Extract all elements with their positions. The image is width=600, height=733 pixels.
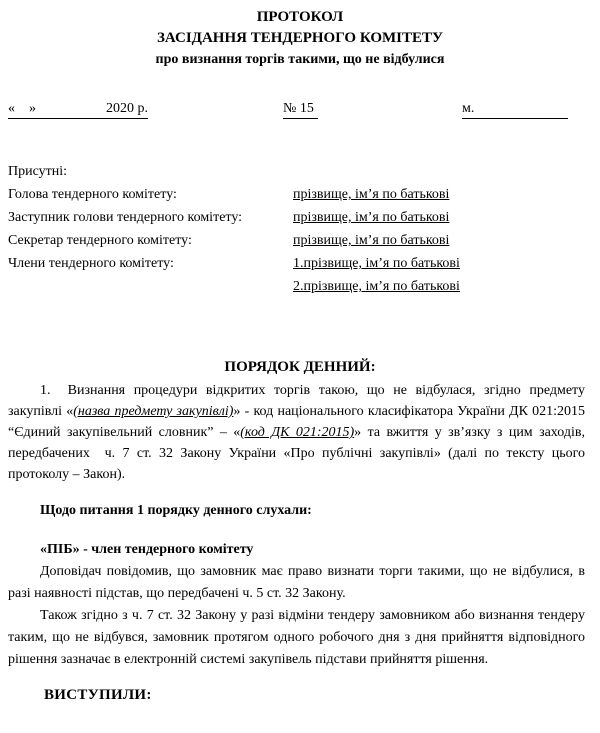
date-year: 2020 р. [106,101,148,116]
agenda-item-1-text: » - код національного класифікатора України ДК 021:2015 “Єдиний закупівельний словник” – « [8,404,585,440]
attendee-value: 2.прізвище, ім’я по батькові [293,279,460,294]
speeches-heading: ВИСТУПИЛИ: [44,687,152,703]
attendee-label: Члени тендерного комітету: [8,256,174,271]
attendees-section [0,164,600,302]
dk-code-placeholder: (код ДК 021:2015) [240,425,355,440]
speaker-line: «ПІБ» - член тендерного комітету [40,542,254,557]
city-prefix: м. [462,101,475,116]
agenda-item-1 [8,380,585,485]
document-title-line-1: ПРОТОКОЛ [256,9,344,25]
agenda-heading: ПОРЯДОК ДЕННИЙ: [224,359,376,375]
document-title-block [0,0,600,71]
attendees-heading-row [0,164,600,187]
agenda-item-1-text: 1. Визнання процедури відкритих торгів такою, що не відбулася, згідно предмету закупівлі « [8,383,585,419]
city-field [462,101,568,119]
attendee-label: Секретар тендерного комітету: [8,233,192,248]
attendees-heading: Присутні: [8,164,68,179]
agenda-item-1-text: » та вжиття у зв’язку з цим заходів, передбачених ч. 7 ст. 32 Закону України «Про публічні закупівлі» (далі по тексту цього протоколу – Закон). [8,425,585,482]
document-number-field: № 15 [283,101,318,119]
attendee-row [0,210,600,233]
attendee-value: прізвище, ім’я по батькові [293,210,450,225]
question-1-heading: Щодо питання 1 порядку денного слухали: [40,503,312,518]
attendee-value: 1.прізвище, ім’я по батькові [293,256,460,271]
attendee-row [0,256,600,279]
attendee-label: Голова тендерного комітету: [8,187,177,202]
attendee-row [0,233,600,256]
report-paragraph-2: Також згідно з ч. 7 ст. 32 Закону у разі відміни тендеру замовником або визнання тендеру таким, що не відбувся, замовник протягом одного робочого дня з дня прийняття відповідного рішення зазначає в електронній системі закупівель підстави прийняття рішення. [8,608,585,667]
attendee-row [0,187,600,210]
procurement-subject-placeholder: (назва предмету закупівлі) [73,404,234,419]
attendee-value: прізвище, ім’я по батькові [293,233,450,248]
date-quotes: « » [8,101,36,116]
report-paragraph-1: Доповідач повідомив, що замовник має право визнати торги такими, що не відбулися, в разі наявності підстав, що передбачені ч. 5 ст. 32 Закону. [8,564,585,601]
attendee-value: прізвище, ім’я по батькові [293,187,450,202]
meta-line [0,101,600,120]
date-field [8,101,148,119]
document-title-line-2: ЗАСІДАННЯ ТЕНДЕРНОГО КОМІТЕТУ [156,30,444,46]
attendee-row [0,279,600,302]
document-subtitle: про визнання торгів такими, що не відбулися [155,52,445,67]
attendee-label: Заступник голови тендерного комітету: [8,210,243,225]
